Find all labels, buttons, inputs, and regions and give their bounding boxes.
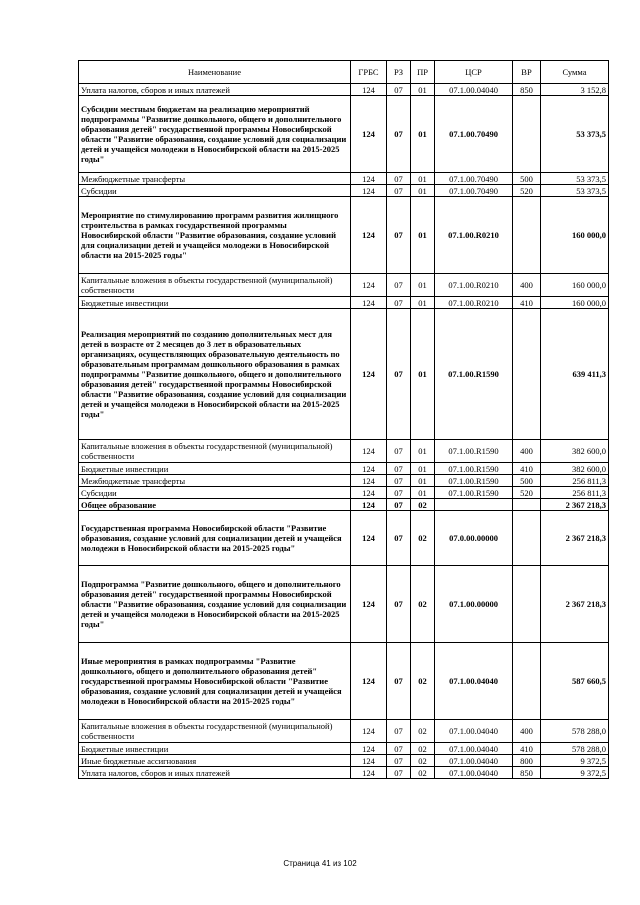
cell-vr: 500 [513, 173, 541, 185]
header-grbs: ГРБС [351, 61, 387, 84]
table-row [79, 173, 609, 185]
cell-csr: 07.1.00.04040 [435, 767, 513, 779]
cell-vr: 520 [513, 487, 541, 499]
cell-pr: 01 [411, 297, 435, 309]
cell-rz: 07 [387, 767, 411, 779]
cell-rz: 07 [387, 96, 411, 173]
table-row [79, 309, 609, 440]
table-row [79, 185, 609, 197]
table-row [79, 475, 609, 487]
cell-grbs: 124 [351, 720, 387, 743]
cell-name: Межбюджетные трансферты [79, 475, 351, 487]
cell-rz: 07 [387, 566, 411, 643]
cell-grbs: 124 [351, 173, 387, 185]
cell-rz: 07 [387, 487, 411, 499]
cell-rz: 07 [387, 511, 411, 566]
table-row [79, 440, 609, 463]
cell-vr [513, 566, 541, 643]
cell-pr: 02 [411, 566, 435, 643]
table-row [79, 84, 609, 96]
table-row [79, 463, 609, 475]
cell-csr: 07.1.00.04040 [435, 720, 513, 743]
cell-vr: 500 [513, 475, 541, 487]
cell-rz: 07 [387, 755, 411, 767]
cell-grbs: 124 [351, 309, 387, 440]
cell-pr: 01 [411, 197, 435, 274]
cell-csr: 07.1.00.70490 [435, 96, 513, 173]
table-row [79, 743, 609, 755]
cell-name: Бюджетные инвестиции [79, 463, 351, 475]
cell-sum: 160 000,0 [541, 297, 609, 309]
cell-rz: 07 [387, 463, 411, 475]
cell-pr: 01 [411, 274, 435, 297]
cell-vr: 520 [513, 185, 541, 197]
cell-grbs: 124 [351, 767, 387, 779]
table-row [79, 720, 609, 743]
cell-grbs: 124 [351, 440, 387, 463]
cell-pr: 01 [411, 173, 435, 185]
cell-grbs: 124 [351, 499, 387, 511]
cell-vr: 410 [513, 463, 541, 475]
cell-vr [513, 197, 541, 274]
cell-vr [513, 96, 541, 173]
cell-sum: 53 373,5 [541, 173, 609, 185]
cell-sum: 2 367 218,3 [541, 511, 609, 566]
cell-vr: 850 [513, 767, 541, 779]
cell-sum: 578 288,0 [541, 743, 609, 755]
budget-table [78, 60, 609, 779]
header-rz: РЗ [387, 61, 411, 84]
cell-grbs: 124 [351, 643, 387, 720]
cell-vr: 400 [513, 720, 541, 743]
cell-rz: 07 [387, 720, 411, 743]
table-row [79, 197, 609, 274]
cell-name: Межбюджетные трансферты [79, 173, 351, 185]
header-name: Наименование [79, 61, 351, 84]
cell-csr: 07.1.00.70490 [435, 185, 513, 197]
cell-sum: 9 372,5 [541, 755, 609, 767]
cell-grbs: 124 [351, 755, 387, 767]
cell-pr: 01 [411, 84, 435, 96]
cell-name: Иные мероприятия в рамках подпрограммы "Развитие дошкольного, общего и дополнительного образования детей" государственной программы Новосибирской области "Развитие образования, создание условий для социализации детей и учащейся молодежи в Новосибирской области на 2015-2025 годы" [79, 643, 351, 720]
cell-csr: 07.1.00.R1590 [435, 487, 513, 499]
cell-sum: 9 372,5 [541, 767, 609, 779]
cell-vr: 410 [513, 297, 541, 309]
cell-pr: 01 [411, 309, 435, 440]
cell-pr: 01 [411, 475, 435, 487]
cell-rz: 07 [387, 274, 411, 297]
cell-name: Уплата налогов, сборов и иных платежей [79, 767, 351, 779]
table-row [79, 96, 609, 173]
cell-name: Капитальные вложения в объекты государственной (муниципальной) собственности [79, 720, 351, 743]
cell-sum: 382 600,0 [541, 463, 609, 475]
cell-name: Государственная программа Новосибирской области "Развитие образования, создание условий для социализации детей и учащейся молодежи в Новосибирской области на 2015-2025 годы" [79, 511, 351, 566]
cell-sum: 160 000,0 [541, 197, 609, 274]
cell-vr: 400 [513, 440, 541, 463]
cell-sum: 256 811,3 [541, 487, 609, 499]
cell-rz: 07 [387, 743, 411, 755]
page-number: Страница 41 из 102 [283, 859, 357, 868]
cell-grbs: 124 [351, 185, 387, 197]
cell-grbs: 124 [351, 297, 387, 309]
cell-sum: 3 152,8 [541, 84, 609, 96]
header-csr: ЦСР [435, 61, 513, 84]
cell-sum: 160 000,0 [541, 274, 609, 297]
cell-name: Капитальные вложения в объекты государственной (муниципальной) собственности [79, 440, 351, 463]
cell-sum: 639 411,3 [541, 309, 609, 440]
table-row [79, 487, 609, 499]
cell-rz: 07 [387, 499, 411, 511]
cell-csr: 07.1.00.04040 [435, 755, 513, 767]
cell-pr: 02 [411, 755, 435, 767]
cell-grbs: 124 [351, 487, 387, 499]
header-vr: ВР [513, 61, 541, 84]
cell-pr: 01 [411, 463, 435, 475]
cell-rz: 07 [387, 440, 411, 463]
cell-vr [513, 499, 541, 511]
cell-rz: 07 [387, 185, 411, 197]
cell-sum: 587 660,5 [541, 643, 609, 720]
cell-name: Реализация мероприятий по созданию дополнительных мест для детей в возрасте от 2 месяцев до 3 лет в образовательных организациях, осуществляющих образовательную деятельность по образовательным программам дошкольного образования в рамках подпрограммы "Развитие дошкольного, общего и дополнительного образования детей" государственной программы Новосибирской области "Развитие образования, создание условий для социализации детей и учащейся молодежи в Новосибирской области на 2015-2025 годы" [79, 309, 351, 440]
table-body [79, 84, 609, 779]
cell-pr: 02 [411, 767, 435, 779]
cell-pr: 01 [411, 96, 435, 173]
cell-name: Субсидии [79, 487, 351, 499]
cell-csr: 07.0.00.00000 [435, 511, 513, 566]
cell-vr [513, 643, 541, 720]
header-pr: ПР [411, 61, 435, 84]
cell-name: Иные бюджетные ассигнования [79, 755, 351, 767]
cell-csr [435, 499, 513, 511]
cell-pr: 01 [411, 487, 435, 499]
cell-pr: 02 [411, 743, 435, 755]
cell-csr: 07.1.00.R1590 [435, 309, 513, 440]
cell-csr: 07.1.00.04040 [435, 643, 513, 720]
cell-csr: 07.1.00.R1590 [435, 463, 513, 475]
cell-rz: 07 [387, 197, 411, 274]
cell-sum: 2 367 218,3 [541, 566, 609, 643]
cell-vr: 400 [513, 274, 541, 297]
table-row [79, 499, 609, 511]
cell-rz: 07 [387, 173, 411, 185]
table-row [79, 566, 609, 643]
cell-rz: 07 [387, 309, 411, 440]
table-row [79, 643, 609, 720]
cell-rz: 07 [387, 643, 411, 720]
cell-csr: 07.1.00.04040 [435, 743, 513, 755]
cell-sum: 256 811,3 [541, 475, 609, 487]
cell-sum: 53 373,5 [541, 96, 609, 173]
cell-name: Капитальные вложения в объекты государственной (муниципальной) собственности [79, 274, 351, 297]
cell-grbs: 124 [351, 84, 387, 96]
cell-grbs: 124 [351, 566, 387, 643]
cell-pr: 02 [411, 499, 435, 511]
header-sum: Сумма [541, 61, 609, 84]
cell-pr: 02 [411, 643, 435, 720]
cell-sum: 2 367 218,3 [541, 499, 609, 511]
cell-rz: 07 [387, 475, 411, 487]
cell-name: Подпрограмма "Развитие дошкольного, общего и дополнительного образования детей" государственной программы Новосибирской области "Развитие образования, создание условий для социализации детей и учащейся молодежи в Новосибирской области на 2015-2025 годы" [79, 566, 351, 643]
table-row [79, 274, 609, 297]
cell-name: Уплата налогов, сборов и иных платежей [79, 84, 351, 96]
cell-csr: 07.1.00.R0210 [435, 197, 513, 274]
cell-csr: 07.1.00.70490 [435, 173, 513, 185]
cell-vr [513, 511, 541, 566]
cell-vr: 410 [513, 743, 541, 755]
cell-name: Мероприятие по стимулированию программ развития жилищного строительства в рамках государственной программы Новосибирской области "Развитие образования, создание условий для социализации детей и учащейся молодежи в Новосибирской области на 2015-2025 годы" [79, 197, 351, 274]
cell-name: Субсидии [79, 185, 351, 197]
cell-grbs: 124 [351, 743, 387, 755]
table-row [79, 511, 609, 566]
cell-csr: 07.1.00.R0210 [435, 274, 513, 297]
cell-grbs: 124 [351, 511, 387, 566]
cell-csr: 07.1.00.00000 [435, 566, 513, 643]
cell-pr: 01 [411, 440, 435, 463]
cell-sum: 53 373,5 [541, 185, 609, 197]
cell-name: Бюджетные инвестиции [79, 297, 351, 309]
cell-name: Бюджетные инвестиции [79, 743, 351, 755]
table-row [79, 297, 609, 309]
cell-csr: 07.1.00.04040 [435, 84, 513, 96]
cell-grbs: 124 [351, 274, 387, 297]
cell-vr [513, 309, 541, 440]
table-row [79, 755, 609, 767]
cell-pr: 02 [411, 720, 435, 743]
cell-pr: 02 [411, 511, 435, 566]
cell-rz: 07 [387, 297, 411, 309]
cell-grbs: 124 [351, 197, 387, 274]
cell-grbs: 124 [351, 475, 387, 487]
cell-csr: 07.1.00.R1590 [435, 475, 513, 487]
cell-sum: 578 288,0 [541, 720, 609, 743]
cell-pr: 01 [411, 185, 435, 197]
cell-name: Субсидии местным бюджетам на реализацию мероприятий подпрограммы "Развитие дошкольного, общего и дополнительного образования детей" государственной программы Новосибирской области "Развитие образования, создание условий для социализации детей и учащейся молодежи в Новосибирской области на 2015-2025 годы" [79, 96, 351, 173]
cell-sum: 382 600,0 [541, 440, 609, 463]
cell-vr: 800 [513, 755, 541, 767]
table-row [79, 767, 609, 779]
table-header-row [79, 61, 609, 84]
cell-name: Общее образование [79, 499, 351, 511]
cell-grbs: 124 [351, 463, 387, 475]
cell-csr: 07.1.00.R0210 [435, 297, 513, 309]
cell-grbs: 124 [351, 96, 387, 173]
cell-rz: 07 [387, 84, 411, 96]
cell-csr: 07.1.00.R1590 [435, 440, 513, 463]
cell-vr: 850 [513, 84, 541, 96]
